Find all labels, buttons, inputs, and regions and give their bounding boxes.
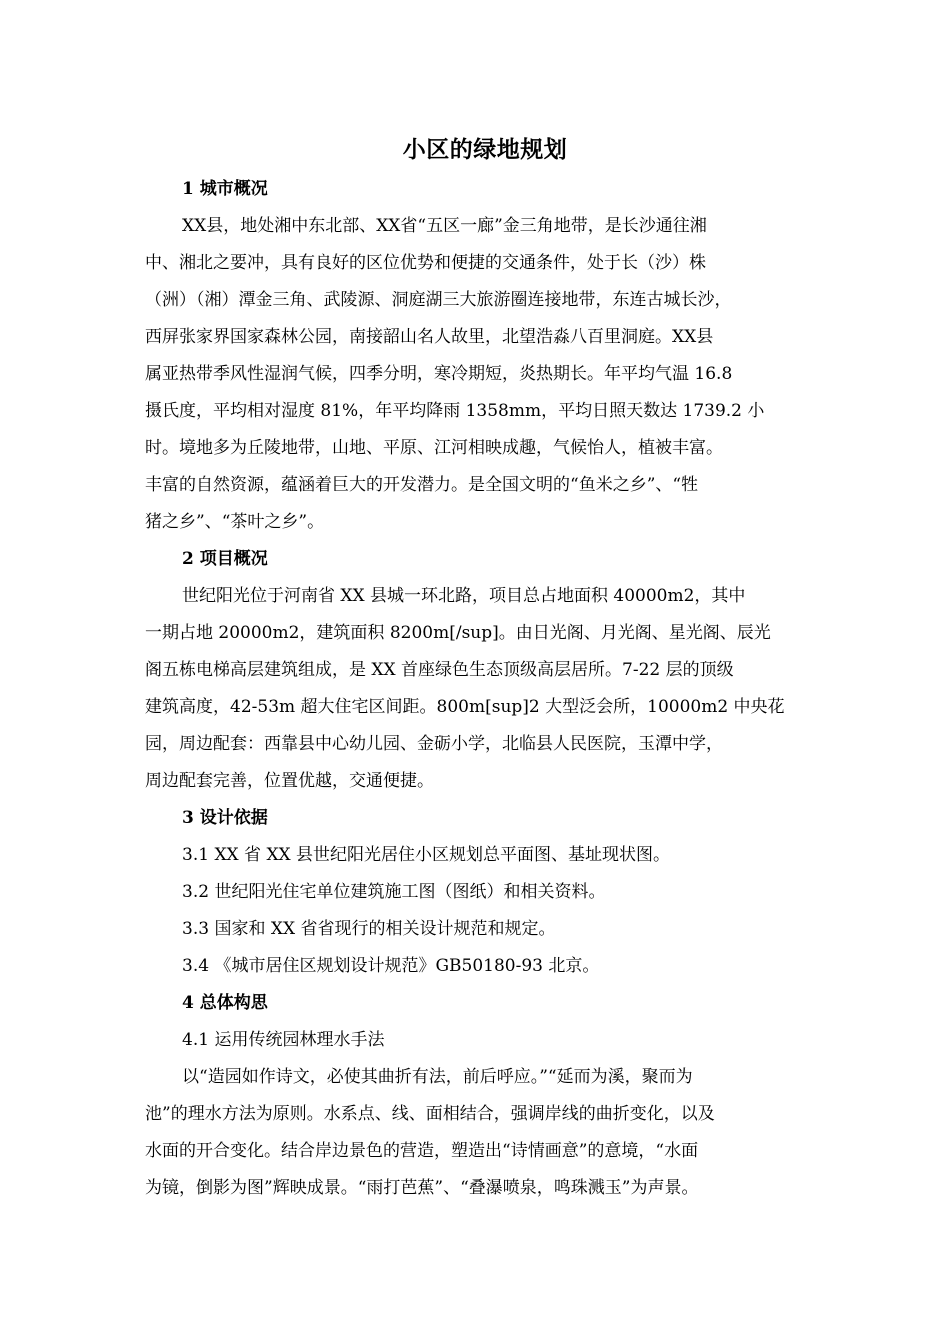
section-1-paragraph xyxy=(145,208,825,541)
document-title: 小区的绿地规划 xyxy=(402,137,568,163)
paragraph-line: （洲）（湘）潭金三角、武陵源、洞庭湖三大旅游圈连接地带，东连古城长沙， xyxy=(145,290,732,310)
paragraph-line: 中、湘北之要冲，具有良好的区位优势和便捷的交通条件，处于长（沙）株 xyxy=(145,253,706,273)
paragraph-line: 周边配套完善，位置优越，交通便捷。 xyxy=(145,771,434,791)
subsection-heading-4-1: 4.1 运用传统园林理水手法 xyxy=(182,1030,385,1050)
paragraph-line: 时。境地多为丘陵地带，山地、平原、江河相映成趣，气候怡人，植被丰富。 xyxy=(145,438,723,458)
paragraph-line: 水面的开合变化。结合岸边景色的营造，塑造出“诗情画意”的意境，“水面 xyxy=(145,1141,699,1161)
paragraph-line: XX县，地处湘中东北部、XX省“五区一廊”金三角地带，是长沙通往湘 xyxy=(182,216,707,236)
paragraph-line: 池”的理水方法为原则。水系点、线、面相结合，强调岸线的曲折变化，以及 xyxy=(145,1104,715,1124)
paragraph-line: 摄氏度，平均相对湿度 81%，年平均降雨 1358mm，平均日照天数达 1739.2 小 xyxy=(145,401,765,421)
paragraph-line: 园，周边配套：西靠县中心幼儿园、金砺小学，北临县人民医院，玉潭中学， xyxy=(145,734,723,754)
list-item: 3.1 XX 省 XX 县世纪阳光居住小区规划总平面图、基址现状图。 xyxy=(182,845,671,865)
paragraph-line: 阁五栋电梯高层建筑组成，是 XX 首座绿色生态顶级高层居所。7-22 层的顶级 xyxy=(145,660,734,680)
section-3-list xyxy=(145,837,825,985)
paragraph-line: 以“造园如作诗文，必使其曲折有法，前后呼应。”“延而为溪，聚而为 xyxy=(182,1067,693,1087)
section-2-paragraph xyxy=(145,578,825,800)
paragraph-line: 属亚热带季风性湿润气候，四季分明，寒冷期短，炎热期长。年平均气温 16.8 xyxy=(145,364,733,384)
list-item: 3.4 《城市居住区规划设计规范》GB50180-93 北京。 xyxy=(182,956,600,976)
paragraph-line: 一期占地 20000m2，建筑面积 8200m[/sup]。由日光阁、月光阁、星光阁、辰光 xyxy=(145,623,771,643)
section-4-paragraph xyxy=(145,1059,825,1207)
section-heading-4: 4 总体构思 xyxy=(182,993,268,1013)
list-item: 3.2 世纪阳光住宅单位建筑施工图（图纸）和相关资料。 xyxy=(182,882,606,902)
paragraph-line: 西屏张家界国家森林公园，南接韶山名人故里，北望浩淼八百里洞庭。XX县 xyxy=(145,327,714,347)
paragraph-line: 世纪阳光位于河南省 XX 县城一环北路，项目总占地面积 40000m2，其中 xyxy=(182,586,746,606)
paragraph-line: 建筑高度，42-53m 超大住宅区间距。800m[sup]2 大型泛会所，10000m2 中央花 xyxy=(145,697,785,717)
section-heading-1: 1 城市概况 xyxy=(182,179,268,199)
paragraph-line: 丰富的自然资源，蕴涵着巨大的开发潜力。是全国文明的“鱼米之乡”、“牲 xyxy=(145,475,699,495)
list-item: 3.3 国家和 XX 省省现行的相关设计规范和规定。 xyxy=(182,919,556,939)
document-page xyxy=(145,130,825,1207)
paragraph-line: 猪之乡”、“茶叶之乡”。 xyxy=(145,512,325,532)
paragraph-line: 为镜，倒影为图”辉映成景。“雨打芭蕉”、“叠瀑喷泉，鸣珠溅玉”为声景。 xyxy=(145,1178,699,1198)
section-heading-3: 3 设计依据 xyxy=(182,808,268,828)
section-heading-2: 2 项目概况 xyxy=(182,549,268,569)
